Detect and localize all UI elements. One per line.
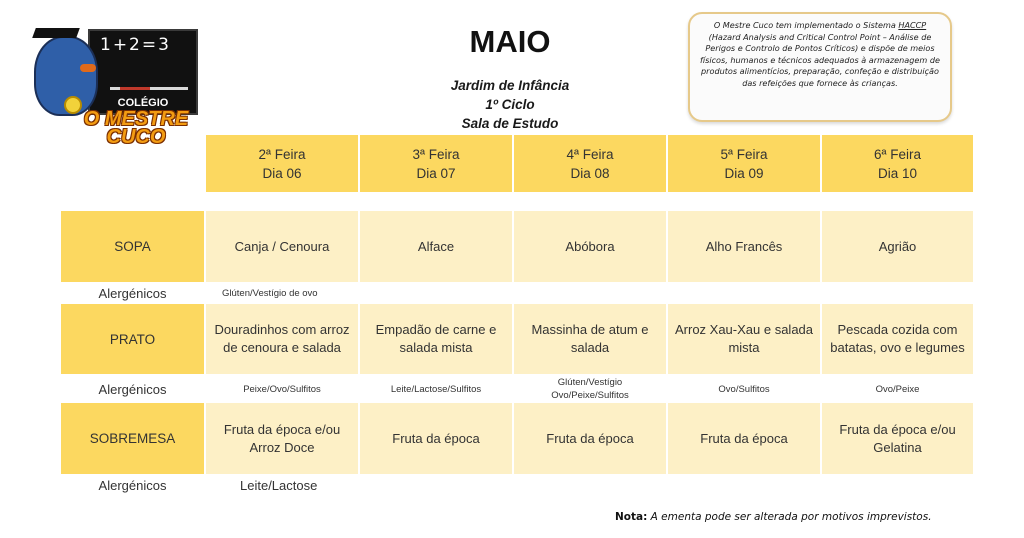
allergen-label: Alergénicos <box>98 381 167 397</box>
day-date: Dia 09 <box>724 165 764 181</box>
weekday: 2ª Feira <box>258 146 306 162</box>
category-prato: PRATO <box>61 304 204 374</box>
weekday: 4ª Feira <box>566 146 614 162</box>
menu-cell: Douradinhos com arroz de cenoura e salada <box>206 304 358 374</box>
colegio-label: COLÉGIO <box>117 97 169 109</box>
haccp-text-after: (Hazard Analysis and Critical Control Point – Análise de Perigos e Controlo de Pontos Críticos) e dispõe de meios físicos, humanos e técnicos adequados à armazenagem de produtos alimentícios, preparação, confeção e distribuição das refeições que fornece às crianças. <box>700 31 940 88</box>
allergen-cell: Ovo/Sulfitos <box>718 383 770 395</box>
menu-cell: Abóbora <box>514 211 666 282</box>
category-sopa: SOPA <box>61 211 204 282</box>
haccp-acronym: HACCP <box>898 20 927 30</box>
day-header <box>514 135 666 192</box>
beak-icon <box>80 64 96 72</box>
allergen-cell: Ovo/Peixe <box>875 383 920 395</box>
menu-cell: Fruta da época e/ou Arroz Doce <box>206 403 358 474</box>
menu-cell: Pescada cozida com batatas, ovo e legumes <box>822 304 973 374</box>
day-header <box>668 135 820 192</box>
audience-line: Jardim de Infância <box>450 78 570 93</box>
month-title: MAIO <box>469 24 551 59</box>
allergen-cell: Peixe/Ovo/Sulfitos <box>243 383 321 395</box>
allergen-label: Alergénicos <box>98 477 167 493</box>
day-date: Dia 07 <box>416 165 456 181</box>
haccp-notice-box <box>688 12 952 122</box>
brand-line-1: O MESTRE <box>83 108 189 130</box>
day-date: Dia 10 <box>877 165 917 181</box>
menu-cell: Fruta da época <box>514 403 666 474</box>
footer-note <box>615 511 932 523</box>
menu-cell: Agrião <box>822 211 973 282</box>
menu-cell: Fruta da época <box>668 403 820 474</box>
allergen-cell: Glúten/Vestígio Ovo/Peixe/Sulfitos <box>551 377 629 401</box>
menu-cell: Massinha de atum e salada <box>514 304 666 374</box>
menu-cell: Fruta da época e/ou Gelatina <box>822 403 973 474</box>
day-header <box>822 135 973 192</box>
allergen-cell: Leite/Lactose <box>240 477 318 493</box>
allergen-label: Alergénicos <box>98 285 167 301</box>
weekday: 6ª Feira <box>873 146 921 162</box>
note-label: Nota: <box>615 511 648 523</box>
audience-line: 1º Ciclo <box>485 97 535 112</box>
haccp-text-before: O Mestre Cuco tem implementado o Sistema <box>713 20 899 30</box>
brand-line-2: CUCO <box>106 126 166 148</box>
day-header <box>360 135 512 192</box>
menu-cell: Arroz Xau-Xau e salada mista <box>668 304 820 374</box>
menu-cell: Canja / Cenoura <box>206 211 358 282</box>
chalk-red-line <box>120 87 150 90</box>
menu-cell: Alho Francês <box>668 211 820 282</box>
brand-name <box>76 110 196 146</box>
chalkboard <box>88 29 198 115</box>
menu-cell: Fruta da época <box>360 403 512 474</box>
school-logo <box>20 24 198 148</box>
board-math-text: 1+2=3 <box>100 35 171 55</box>
allergen-cell: Leite/Lactose/Sulfitos <box>390 383 482 395</box>
day-date: Dia 06 <box>262 165 302 181</box>
menu-cell: Empadão de carne e salada mista <box>360 304 512 374</box>
audience-line: Sala de Estudo <box>461 116 559 131</box>
graduation-cap-icon <box>32 28 80 38</box>
day-header <box>206 135 358 192</box>
category-sobremesa: SOBREMESA <box>61 403 204 474</box>
day-date: Dia 08 <box>570 165 610 181</box>
allergen-cell: Glúten/Vestígio de ovo <box>222 287 318 299</box>
weekday: 5ª Feira <box>720 146 768 162</box>
weekday: 3ª Feira <box>412 146 460 162</box>
audience-subtitle <box>400 76 620 133</box>
note-text: A ementa pode ser alterada por motivos imprevistos. <box>647 511 932 523</box>
menu-cell: Alface <box>360 211 512 282</box>
